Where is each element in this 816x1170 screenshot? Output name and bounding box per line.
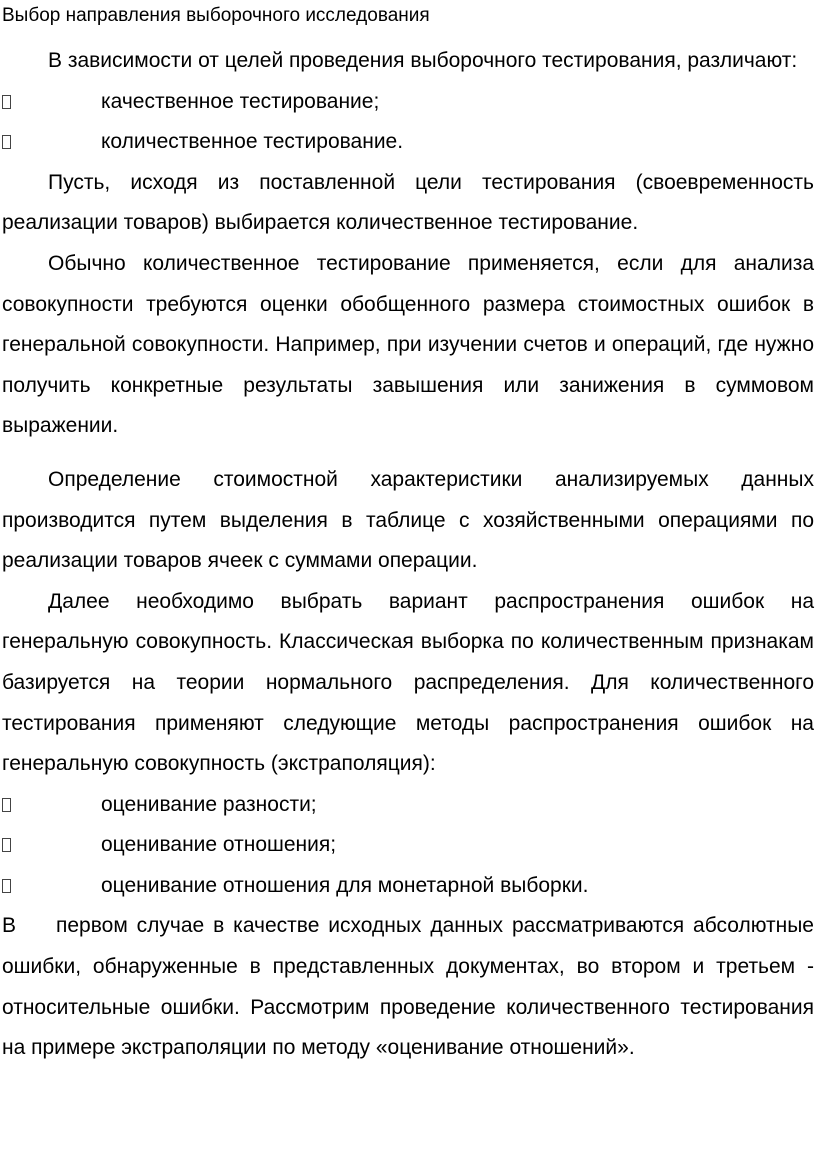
paragraph-lead-word: В: [2, 914, 17, 938]
list-item: [2, 866, 814, 907]
paragraph-conclusion: [2, 906, 814, 1068]
bullet-box-icon: [2, 95, 11, 109]
list-item-text: оценивание разности;: [101, 792, 317, 816]
bullet-box-icon: [2, 135, 11, 149]
paragraph-intro: В зависимости от целей проведения выборочного тестирования, различают:: [48, 49, 798, 72]
list-item-text: качественное тестирование;: [101, 89, 380, 113]
list-item: [2, 785, 814, 826]
list-item: [2, 122, 814, 163]
list-item: [2, 825, 814, 866]
list-item-text: количественное тестирование.: [101, 130, 404, 154]
list-item-text: оценивание отношения для монетарной выборки.: [101, 873, 589, 897]
list-item: [2, 82, 814, 123]
paragraph-choice: Пусть, исходя из поставленной цели тестирования (своевременность реализации товаров) выбирается количественное тестирование.: [2, 170, 814, 235]
list-item-text: оценивание отношения;: [101, 833, 337, 857]
paragraph-methods: Далее необходимо выбрать вариант распространения ошибок на генеральную совокупность. Классическая выборка по количественным признакам базируется на теории нормального распределения. Для количественного тестирования применяют следующие методы распространения ошибок на генеральную совокупность (экстраполяция):: [2, 589, 814, 776]
paragraph-usage: Обычно количественное тестирование применяется, если для анализа совокупности требуются оценки обобщенного размера стоимостных ошибок в генеральной совокупности. Например, при изучении счетов и операций, где нужно получить конкретные результаты завышения или занижения в суммовом выражении.: [2, 251, 814, 438]
document-title: Выбор направления выборочного исследования: [2, 5, 430, 26]
bullet-box-icon: [2, 838, 11, 852]
bullet-box-icon: [2, 798, 11, 812]
bullet-box-icon: [2, 879, 11, 893]
paragraph-definition: Определение стоимостной характеристики анализируемых данных производится путем выделения в таблице с хозяйственными операциями по реализации товаров ячеек с суммами операции.: [2, 467, 814, 573]
paragraph-conclusion-text: первом случае в качестве исходных данных рассматриваются абсолютные ошибки, обнаруженные в представленных документах, во втором и третьем - относительные ошибки. Рассмотрим проведение количественного тестирования на примере экстраполяции по методу «оценивание отношений».: [2, 914, 814, 1060]
